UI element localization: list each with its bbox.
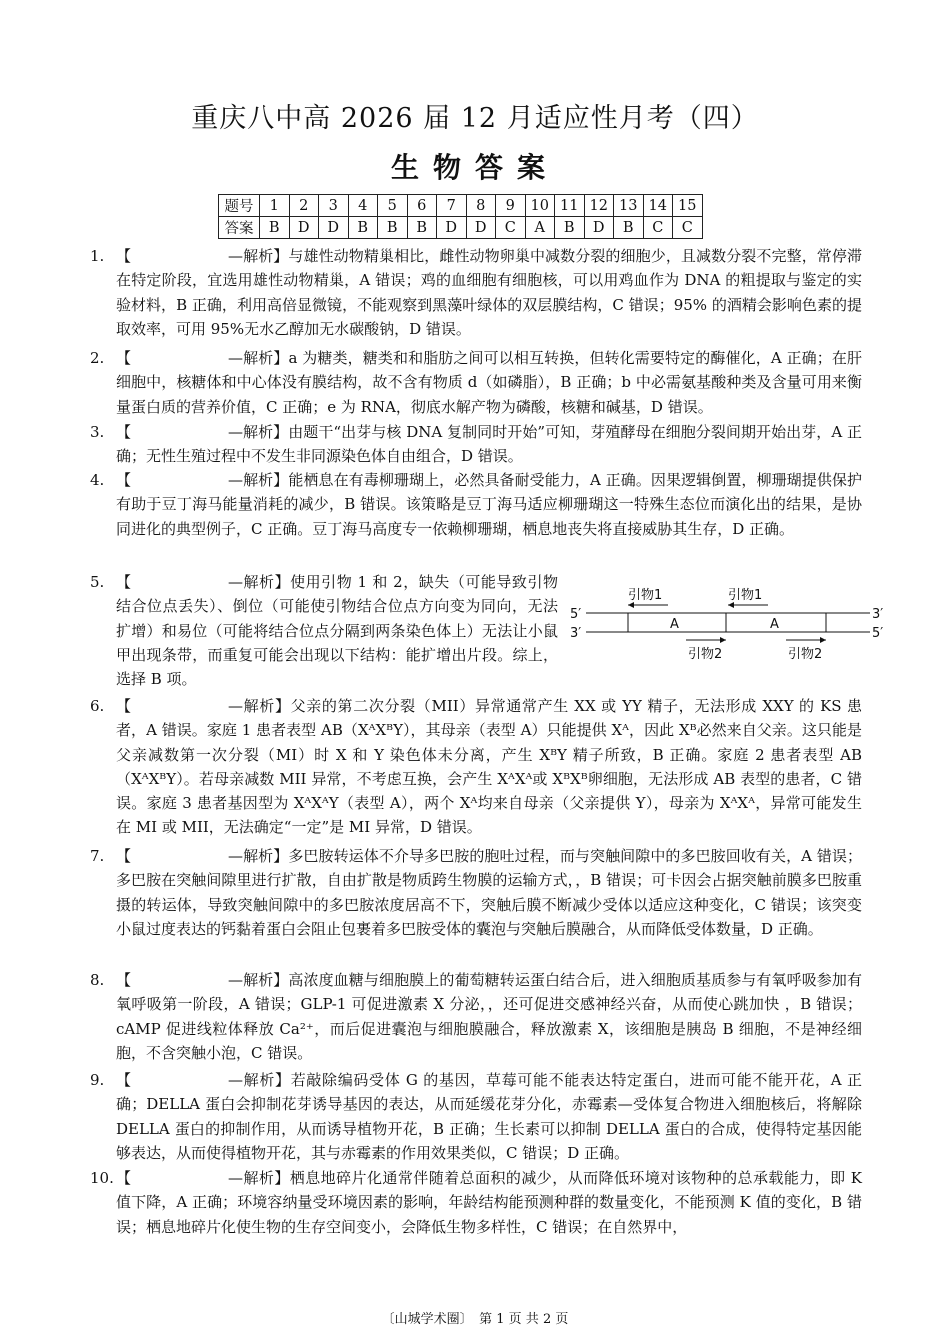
strand-bottom-3-label: 3′ [570,626,582,641]
question-text: —解析】能栖息在有毒柳珊瑚上，必然具备耐受能力，A 正确。因果逻辑倒置，柳珊瑚提供保护有助于豆丁海马能量消耗的减少，B 错误。该策略是豆丁海马适应柳珊瑚这一特殊生态位而演化出的结果，是协同进化的典型例子，C 正确。豆丁海马高度专一依赖柳珊瑚，栖息地丧失将直接威胁其生存，D 正确。 [116,471,862,538]
question-text: —解析】若敲除编码受体 G 的基因，草莓可能不能表达特定蛋白，进而可能不能开花，A 正确；DELLA 蛋白会抑制花芽诱导基因的表达，从而延缓花芽分化，赤霉素—受体复合物进入细胞核后，将解除 DELLA 蛋白的抑制作用，从而诱导植物开花，B 正确；生长素可以抑制 DELLA 蛋白的合成，使得特定基因能够表达，从而使得植物开花，其与赤霉素的作用效果类似，C 错误；D 正确。 [116,1071,862,1162]
answer-cell: B [378,217,408,239]
question-lead: 【 [116,471,132,489]
question-lead: 【 [116,1169,132,1187]
question-9 [90,1068,862,1165]
question-lead: 【 [116,847,132,865]
question-lead: 【 [116,247,132,265]
question-lead: 【 [116,697,132,715]
number-header-cell: 题号 [219,195,260,217]
number-cell: 4 [348,195,378,217]
answer-cell: C [643,217,673,239]
number-cell: 5 [378,195,408,217]
question-1 [90,244,862,341]
question-5 [90,570,558,691]
question-lead: 【 [116,971,132,989]
answer-cell: A [525,217,555,239]
question-number: 2. [90,349,105,367]
number-cell: 2 [289,195,319,217]
primer2-label: 引物2 [788,647,823,662]
question-text: —解析】高浓度血糖与细胞膜上的葡萄糖转运蛋白结合后，进入细胞质基质参与有氧呼吸参加有氧呼吸第一阶段，A 错误；GLP-1 可促进激素 X 分泌，，还可促进交感神经兴奋，从而使心跳加快 ，B 错误；cAMP 促进线粒体释放 Ca²⁺，而后促进囊泡与细胞膜融合，释放激素 X，该细胞是胰岛 B 细胞，不是神经细胞，不含突触小泡，C 错误。 [116,971,862,1062]
number-cell: 1 [260,195,290,217]
question-text: —解析】父亲的第二次分裂（MII）异常通常产生 XX 或 YY 精子，无法形成 XXY 的 KS 患者，A 错误。家庭 1 患者表型 AB（XᴬXᴮY），其母亲（表型 A）只能提供 Xᴬ，因此 Xᴮ必然来自父亲。这只能是父亲减数第一次分裂（MI）时 X 和 Y 染色体未分离，产生 XᴮY 精子所致，B 正确。家庭 2 患者表型 AB（XᴬXᴮY）。若母亲减数 MII 异常，不考虑互换，会产生 XᴬXᴬ或 XᴮXᴮ卵细胞，无法形成 AB 表型的患者，C 错误。家庭 3 患者基因型为 XᴬXᴬY（表型 A），两个 Xᴬ均来自母亲（父亲提供 Y），母亲为 XᴬXᴬ，异常可能发生在 MI 或 MII，无法确定“一定”是 MI 异常，D 错误。 [116,697,862,837]
question-3 [90,420,862,469]
primer2-arrow-head [820,637,826,643]
question-number: 10. [90,1169,114,1187]
number-cell: 14 [643,195,673,217]
answer-cell: B [555,217,585,239]
answer-cell: D [319,217,349,239]
answer-cell: B [348,217,378,239]
primer1-label: 引物1 [728,588,763,603]
question-4 [90,468,862,541]
primer2-label: 引物2 [688,647,723,662]
question-number: 9. [90,1071,105,1089]
number-cell: 15 [673,195,703,217]
segment-a-label: A [670,617,679,632]
number-cell: 12 [584,195,614,217]
question-7 [90,844,862,941]
question-text: —解析】多巴胺转运体不介导多巴胺的胞吐过程，而与突触间隙中的多巴胺回收有关，A 错误；多巴胺在突触间隙里进行扩散，自由扩散是物质跨生物膜的运输方式，，B 错误；可卡因会占据突触前膜多巴胺重摄的转运体，导致突触间隙中的多巴胺浓度居高不下，突触后膜不断减少受体以适应这种变化，C 错误；该突变小鼠过度表达的钙黏着蛋白会阻止包裹着多巴胺受体的囊泡与突触后膜融合，从而降低受体数量，D 正确。 [116,847,862,938]
answer-cell: B [260,217,290,239]
primer2-arrow-head [720,637,726,643]
question-8 [90,968,862,1065]
answer-cell: C [496,217,526,239]
question-text: —解析】使用引物 1 和 2，缺失（可能导致引物结合位点丢失）、倒位（可能使引物结合位点方向变为同向，无法扩增）和易位（可能将结合位点分隔到两条染色体上）无法让小鼠甲出现条带，而重复可能会出现以下结构：能扩增出片段。综上，选择 B 项。 [116,573,558,689]
number-cell: 13 [614,195,644,217]
primer-diagram [568,584,890,668]
number-cell: 8 [466,195,496,217]
question-number: 5. [90,573,105,591]
number-cell: 11 [555,195,585,217]
answer-cell: D [437,217,467,239]
question-number: 6. [90,697,105,715]
question-number: 1. [90,247,105,265]
number-cell: 3 [319,195,349,217]
question-lead: 【 [116,423,132,441]
question-2 [90,346,862,419]
question-lead: 【 [116,1071,132,1089]
page-title: 重庆八中高 2026 届 12 月适应性月考（四） [191,103,759,134]
question-text: —解析】a 为糖类，糖类和和脂肪之间可以相互转换，但转化需要特定的酶催化，A 正确；在肝细胞中，核糖体和中心体没有膜结构，故不含有物质 d（如磷脂），B 正确；b 中必需氨基酸种类及含量可用来衡量蛋白质的营养价值，C 正确；e 为 RNA，彻底水解产物为磷酸，核糖和碱基，D 错误。 [116,349,862,416]
answer-cell: C [673,217,703,239]
segment-a-label: A [770,617,779,632]
question-lead: 【 [116,573,132,591]
number-cell: 10 [525,195,555,217]
question-lead: 【 [116,349,132,367]
answer-table [218,194,703,239]
question-6 [90,694,862,840]
page-subtitle: 生物答案 [390,151,559,184]
question-number: 4. [90,471,105,489]
page-footer: 〔山城学术圈〕 第 1 页 共 2 页 [381,1312,569,1327]
question-number: 3. [90,423,105,441]
question-number: 8. [90,971,105,989]
answer-table-answer-row [219,217,703,239]
strand-bottom-5-label: 5′ [872,626,884,641]
answer-cell: B [614,217,644,239]
answer-cell: B [407,217,437,239]
question-text: —解析】栖息地碎片化通常伴随着总面积的减少，从而降低环境对该物种的总承载能力，即 K 值下降，A 正确；环境容纳量受环境因素的影响，年龄结构能预测种群的数量变化，不能预测 K 值的变化，B 错误；栖息地碎片化使生物的生存空间变小，会降低生物多样性，C 错误；在自然界中， [116,1169,862,1236]
question-text: —解析】与雄性动物精巢相比，雌性动物卵巢中减数分裂的细胞少，且减数分裂不完整，常停滞在特定阶段，宜选用雄性动物精巢，A 错误；鸡的血细胞有细胞核，可以用鸡血作为 DNA 的粗提取与鉴定的实验材料，B 正确，利用高倍显微镜，不能观察到黑藻叶绿体的双层膜结构，C 错误；95% 的酒精会影响色素的提取效率，可用 95%无水乙醇加无水碳酸钠，D 错误。 [116,247,862,338]
answer-cell: D [289,217,319,239]
answer-table-number-row [219,195,703,217]
answer-cell: D [584,217,614,239]
question-10 [90,1166,862,1239]
question-text: —解析】由题干“出芽与核 DNA 复制同时开始”可知，芽殖酵母在细胞分裂间期开始出芽，A 正确；无性生殖过程中不发生非同源染色体自由组合，D 错误。 [116,423,862,466]
answer-cell: D [466,217,496,239]
primer1-label: 引物1 [628,588,663,603]
strand-top-5-label: 5′ [570,607,582,622]
strand-top-3-label: 3′ [872,607,884,622]
number-cell: 6 [407,195,437,217]
question-number: 7. [90,847,105,865]
answer-header-cell: 答案 [219,217,260,239]
number-cell: 7 [437,195,467,217]
number-cell: 9 [496,195,526,217]
